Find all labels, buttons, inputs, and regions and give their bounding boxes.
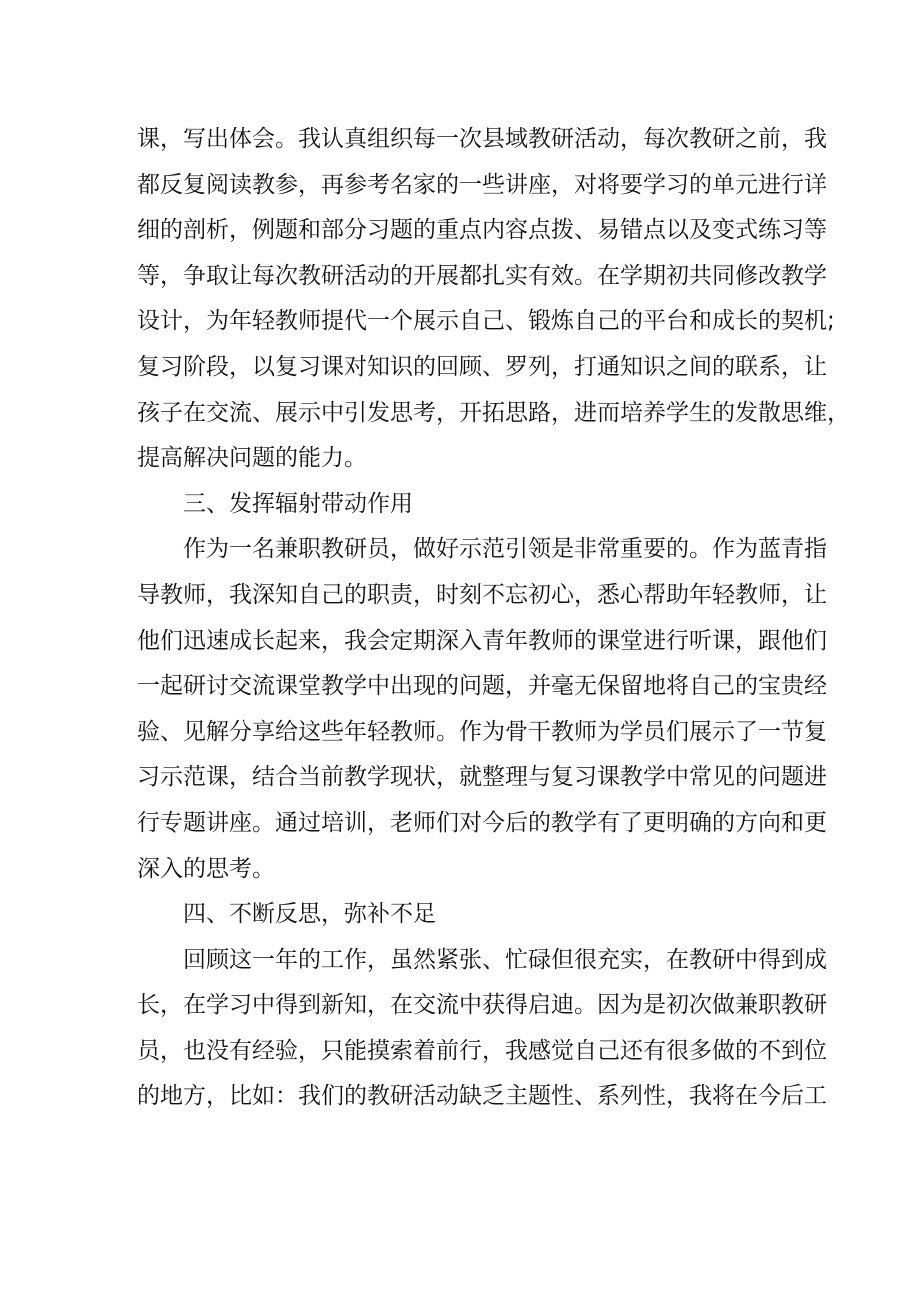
paragraph-line: 复习阶段，以复习课对知识的回顾、罗列，打通知识之间的联系，让 [137,353,827,380]
paragraph-line: 验、见解分享给这些年轻教师。作为骨干教师为学员们展示了一节复 [137,718,827,745]
paragraph-line: 作为一名兼职教研员，做好示范引领是非常重要的。作为蓝青指 [183,536,827,563]
paragraph-line: 习示范课，结合当前教学现状，就整理与复习课教学中常见的问题进 [137,764,827,791]
paragraph-line: 设计，为年轻教师提代一个展示自己、锻炼自己的平台和成长的契机; [137,308,835,335]
paragraph-line: 深入的思考。 [137,855,275,882]
paragraph-line: 回顾这一年的工作，虽然紧张、忙碌但很充实，在教研中得到成 [183,946,827,973]
paragraph-line: 等，争取让每次教研活动的开展都扎实有效。在学期初共同修改教学 [137,262,827,289]
paragraph-line: 的地方，比如：我们的教研活动缺乏主题性、系列性，我将在今后工 [137,1083,827,1110]
paragraph-line: 长，在学习中得到新知，在交流中获得启迪。因为是初次做兼职教研 [137,992,827,1019]
section-heading: 三、发挥辐射带动作用 [183,490,413,517]
paragraph-line: 一起研讨交流课堂教学中出现的问题，并毫无保留地将自己的宝贵经 [137,673,827,700]
paragraph-line: 他们迅速成长起来，我会定期深入青年教师的课堂进行听课，跟他们 [137,627,827,654]
paragraph-line: 行专题讲座。通过培训，老师们对今后的教学有了更明确的方向和更 [137,809,827,836]
paragraph-line: 都反复阅读教参，再参考名家的一些讲座，对将要学习的单元进行详 [137,171,827,198]
paragraph-line: 孩子在交流、展示中引发思考，开拓思路，进而培养学生的发散思维， [137,399,850,426]
paragraph-line: 导教师，我深知自己的职责，时刻不忘初心，悉心帮助年轻教师，让 [137,581,827,608]
paragraph-line: 细的剖析，例题和部分习题的重点内容点拨、易错点以及变式练习等 [137,217,827,244]
document-body [137,117,850,1120]
section-heading: 四、不断反思，弥补不足 [183,901,436,928]
paragraph-line: 课，写出体会。我认真组织每一次县域教研活动，每次教研之前，我 [137,126,827,152]
paragraph-line: 提高解决问题的能力。 [137,445,367,472]
paragraph-line: 员，也没有经验，只能摸索着前行，我感觉自己还有很多做的不到位 [137,1037,827,1064]
